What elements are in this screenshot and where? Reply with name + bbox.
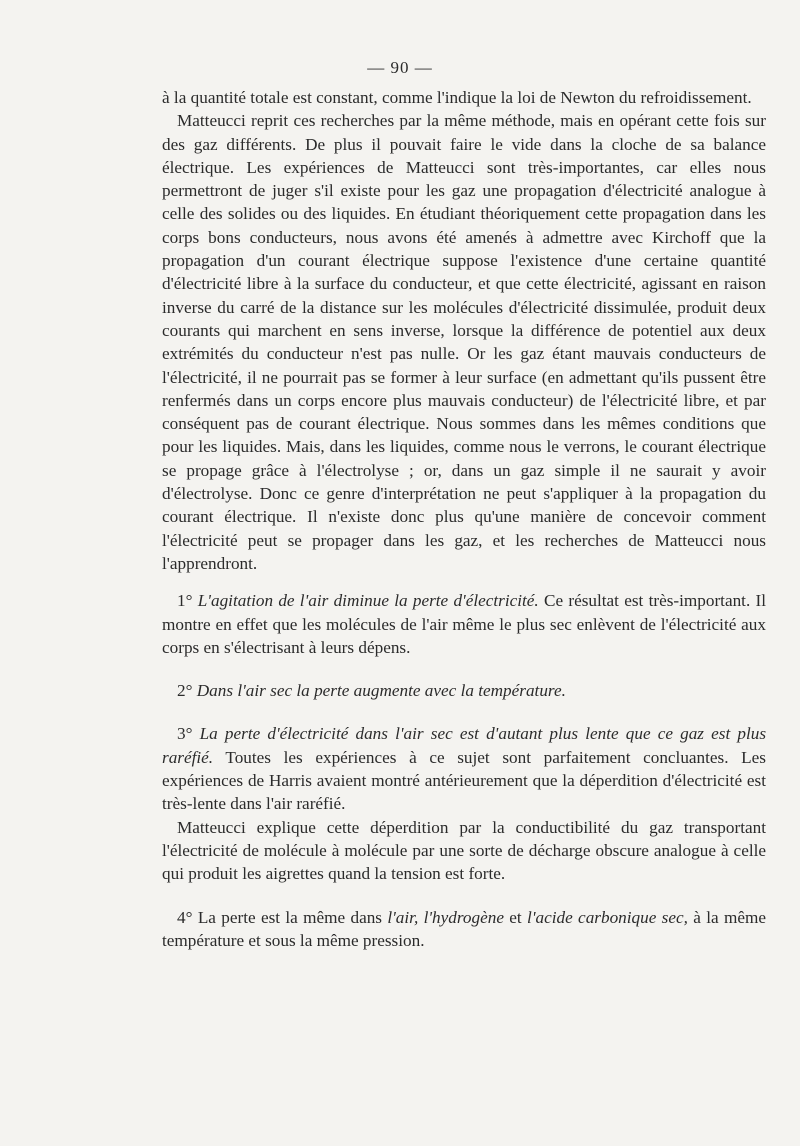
item-number: 2° bbox=[177, 681, 193, 701]
item-number: 3° bbox=[177, 724, 193, 744]
paragraph-7: 4° La perte est la même dans l'air, l'hydrogène et l'acide carbonique sec, à la même température et sous la même pression. bbox=[162, 907, 766, 950]
paragraph-1: à la quantité totale est constant, comme l'indique la loi de Newton du refroidissement. bbox=[162, 88, 752, 107]
paragraph-4 bbox=[162, 679, 766, 702]
item-number: 4° bbox=[177, 907, 193, 927]
paragraph-2: Matteucci reprit ces recherches par la même méthode, mais en opérant cette fois sur des gaz différents. De plus il pouvait faire le vide dans la cloche de sa balance électrique. Les expériences de Matteucci sont très-importantes, car elles nous permettront de juger s'il existe pour les gaz une propagation d'électricité analogue à celle des solides ou des liquides. En étudiant théoriquement cette propagation dans les corps bons conducteurs, nous avons été amenés à admettre avec Kirchoff que la propagation d'un courant électrique suppose l'existence d'une certaine quantité d'électricité libre à la surface du conducteur, et que cette électricité, agissant en raison inverse du carré de la distance sur les molécules d'électricité dissimulée, produit deux courants qui marchent en sens inverse, lorsque la différence de potentiel aux deux extrémités du conducteur n'est pas nulle. Or les gaz étant mauvais conducteurs de l'électricité, il ne pourrait pas se former à leur surface (en admettant qu'ils pussent être renfermés dans un corps encore plus mauvais conducteur) de l'électricité libre, et par conséquent pas de courant électrique. Nous sommes dans les mêmes conditions que pour les liquides. Mais, dans les liquides, comme nous le verrons, le courant électrique se propage grâce à l'électrolyse ; or, dans un gaz simple il ne saurait y avoir d'électrolyse. Donc ce genre d'interprétation ne peut s'appliquer à la propagation du courant électrique. Il n'existe donc plus qu'une manière de concevoir comment l'électricité peut se propager dans les gaz, et les recherches de Matteucci nous l'apprendront. bbox=[162, 111, 766, 573]
gas-air: l'air, bbox=[387, 907, 419, 927]
gas-carbonic-acid: l'acide carbonique sec, bbox=[527, 907, 688, 927]
gas-hydrogen: l'hydrogène bbox=[423, 907, 504, 927]
item-text: Ce résultat est très-important. Il montre en effet que les molécules de l'air même le plus sec enlèvent de l'électricité aux corps en s'électrisant à leurs dépens. bbox=[162, 591, 767, 657]
item-text: Toutes les expériences à ce sujet sont parfaitement concluantes. Les expériences de Harris avaient montré antérieurement que la déperdition d'électricité est très-lente dans l'air raréfié. bbox=[162, 747, 766, 814]
paragraph-3 bbox=[162, 589, 766, 659]
item-heading: L'agitation de l'air diminue la perte d'électricité. bbox=[197, 591, 539, 611]
body-text bbox=[162, 86, 766, 952]
item-number: 1° bbox=[177, 591, 193, 611]
item-heading: Dans l'air sec la perte augmente avec la température. bbox=[196, 681, 566, 701]
page-number: — 90 — bbox=[367, 58, 433, 77]
paragraph-6: Matteucci explique cette déperdition par la conductibilité du gaz transportant l'électricité de molécule à molécule par une sorte de décharge obscure analogue à celle qui produit les aigrettes quand la tension est forte. bbox=[162, 817, 766, 884]
item-heading: La perte d'électricité dans l'air sec est d'autant plus lente que ce gaz est plus raréfié. bbox=[162, 724, 767, 767]
paragraph-5 bbox=[162, 722, 766, 815]
